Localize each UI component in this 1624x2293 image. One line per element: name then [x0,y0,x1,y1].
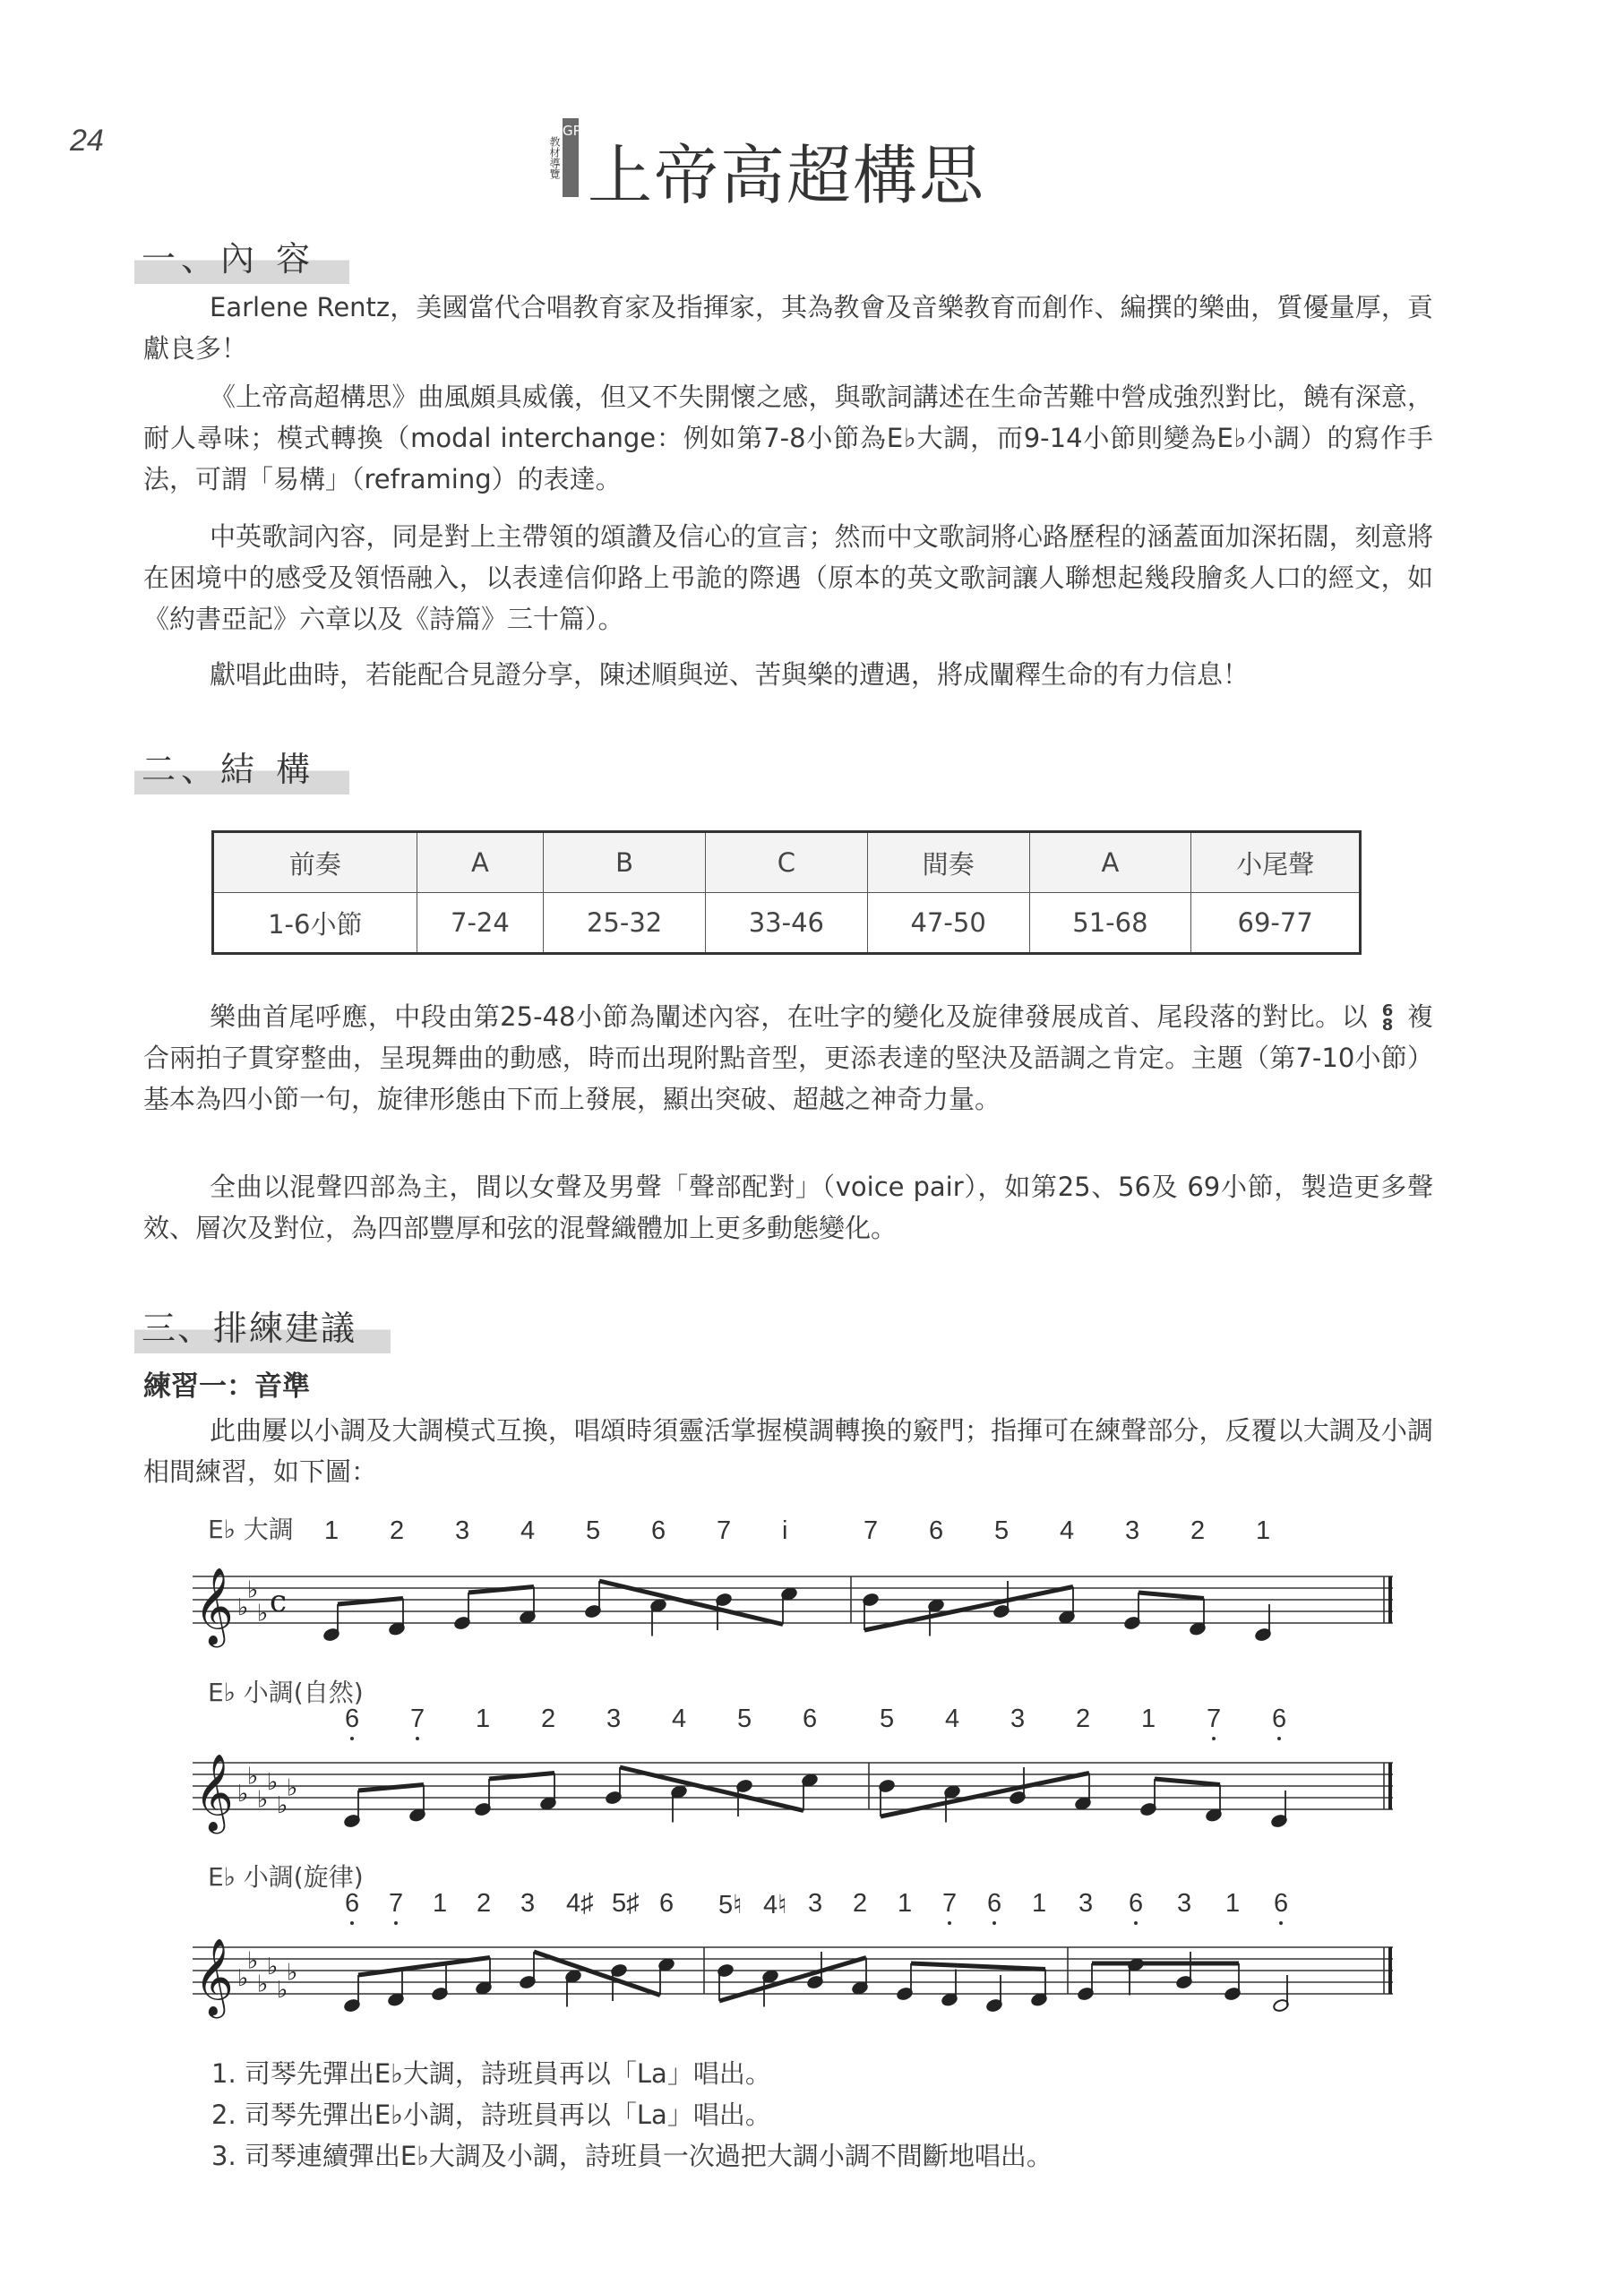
octave-dot [1279,1921,1283,1925]
solfege-number: 3 [455,1516,470,1545]
flat-sign: ♭ [277,1792,288,1819]
badge-gps-text: GPS [563,118,579,197]
solfege-row-melodic-minor [0,1889,1624,1925]
octave-dot [1277,1737,1281,1740]
structure-header-cell: A [1029,832,1191,893]
solfege-number: 5♮ [718,1891,743,1919]
solfege-number: 2 [1190,1516,1206,1545]
flat-sign: ♭ [247,1763,259,1791]
beam [1139,1593,1204,1599]
solfege-number: 2 [853,1889,868,1918]
scale-label-melodic-minor: E♭ 小調(旋律) [208,1862,364,1892]
solfege-number: 6 [345,1889,360,1918]
content-paragraph-4: 獻唱此曲時，若能配合見證分享，陳述順與逆、苦與樂的遭遇，將成闡釋生命的有力信息！ [210,659,1250,690]
solfege-number: 2 [390,1516,405,1545]
solfege-number: 3 [606,1705,622,1733]
octave-dot [394,1921,398,1925]
solfege-number: 1 [1256,1516,1271,1545]
structure-value-cell: 51-68 [1029,893,1191,954]
octave-dot [948,1921,951,1925]
solfege-number: 3 [1078,1889,1094,1918]
structure-value-cell: 1-6小節 [213,893,417,954]
content-paragraph-1: Earlene Rentz，美國當代合唱教育家及指揮家，其為教會及音樂教育而創作、編撰的樂曲，質優量厚，貢獻良多！ [143,292,1433,364]
gps-badge [543,118,590,197]
beam [358,1958,490,1976]
step-item: 1. 司琴先彈出E♭大調，詩班員再以「La」唱出。 [211,2058,771,2089]
solfege-number: 6 [651,1516,666,1545]
solfege-number: 3 [808,1889,823,1918]
rehearsal-paragraph: 此曲屢以小調及大調模式互換，唱頌時須靈活掌握模調轉換的竅門；指揮可在練聲部分，反覆以大調及小調相間練習，如下圖： [143,1415,1433,1487]
octave-dot [992,1921,996,1925]
solfege-number: 4 [672,1705,687,1733]
common-time: c [270,1584,288,1619]
treble-clef: 𝄞 [194,1938,234,2015]
solfege-number: 6 [659,1889,675,1918]
time-signature-bottom: 8 [1381,1016,1394,1035]
structure-header-cell: 前奏 [213,832,417,893]
structure-paragraph-2: 全曲以混聲四部為主，間以女聲及男聲「聲部配對」（voice pair），如第25、56及 69小節，製造更多聲效、層次及對位，為四部豐厚和弦的混聲織體加上更多動態變化。 [143,1172,1433,1243]
solfege-number: 1 [433,1889,448,1918]
solfege-number: 3 [1177,1889,1192,1918]
scale-label-natural-minor: E♭ 小調(自然) [208,1678,364,1707]
octave-dot [350,1737,354,1740]
content-paragraph-3: 中英歌詞內容，同是對上主帶領的頌讚及信心的宣言；然而中文歌詞將心路歷程的涵蓋面加深拓闊，刻意將在困境中的感受及領悟融入，以表達信仰路上弔詭的際遇（原本的英文歌詞讓人聯想起幾段膾炙人口的經文，如《約書亞記》六章以及《詩篇》三十篇）。 [143,521,1433,634]
structure-value-cell: 33-46 [706,893,868,954]
flat-sign: ♭ [257,1971,269,1998]
flat-sign: ♭ [267,1769,279,1796]
flat-sign: ♭ [257,1786,269,1814]
solfege-number: 6 [1274,1889,1289,1918]
solfege-number: 1 [1225,1889,1241,1918]
content-paragraph-2: 《上帝高超構思》曲風頗具威儀，但又不失開懷之感，與歌詞講述在生命苦難中營成強烈對比，饒有深意，耐人尋味；模式轉換（modal interchange：例如第7-8小節為E♭大調，而9-14小節則變為E♭小調）的寫作手法，可謂「易構」（reframing）的表達。 [143,382,1433,494]
structure-paragraph-1 [143,996,1433,1120]
solfege-number: 6 [1272,1705,1287,1733]
solfege-number: 4 [945,1705,960,1733]
flat-sign: ♭ [267,1954,279,1980]
flat-sign: ♭ [237,1965,249,1992]
solfege-number: 2 [541,1705,556,1733]
structure-header-cell: 小尾聲 [1191,832,1361,893]
section-heading-structure: 二、結 構 [134,742,349,794]
beam [911,1963,1045,1970]
solfege-number: 1 [898,1889,913,1918]
structure-header-cell: A [417,832,544,893]
staff-melodic-minor [193,1928,1411,2026]
structure-header-cell: C [706,832,868,893]
solfege-number: 5 [994,1516,1010,1545]
solfege-number: 7 [1207,1705,1222,1733]
solfege-number: 3 [520,1889,536,1918]
solfege-number: 7 [717,1516,732,1545]
treble-clef: 𝄞 [194,1567,234,1645]
treble-clef: 𝄞 [194,1754,234,1831]
flat-sign: ♭ [287,1959,298,1987]
scale-label-major: E♭ 大調 [208,1515,294,1544]
structure-value-cell: 7-24 [417,893,544,954]
octave-dot [350,1921,354,1925]
time-signature [1381,1001,1394,1035]
flat-sign: ♭ [277,1977,288,2004]
flat-sign: ♭ [237,1594,249,1621]
solfege-number: 5 [880,1705,895,1733]
solfege-number: 3 [1010,1705,1026,1733]
solfege-number: 6 [1129,1889,1144,1918]
solfege-number: 7 [942,1889,958,1918]
solfege-number: 2 [1076,1705,1091,1733]
structure-value-cell: 25-32 [544,893,706,954]
solfege-number: 7 [410,1705,425,1733]
structure-paragraph-1-text: 樂曲首尾呼應，中段由第25-48小節為闡述內容，在吐字的變化及旋律發展成首、尾段落的對比。以 [210,1001,1369,1032]
solfege-row-natural-minor [0,1705,1624,1740]
solfege-number: 4♯ [566,1889,594,1918]
solfege-number: 4 [1060,1516,1075,1545]
solfege-number: 2 [477,1889,492,1918]
octave-dot [416,1737,419,1740]
solfege-row-major [0,1516,1624,1552]
page-title: 上帝高超構思 [588,138,986,213]
step-item: 2. 司琴先彈出E♭小調，詩班員再以「La」唱出。 [211,2100,771,2130]
time-signature-top: 6 [1381,1001,1394,1020]
flat-sign: ♭ [257,1600,269,1627]
solfege-number: 6 [803,1705,818,1733]
solfege-number: 6 [345,1705,360,1733]
structure-value-cell: 69-77 [1191,893,1361,954]
solfege-number: 3 [1125,1516,1140,1545]
solfege-number: 6 [987,1889,1002,1918]
solfege-number: 1 [476,1705,491,1733]
structure-value-cell: 47-50 [867,893,1029,954]
solfege-number: 1 [324,1516,339,1545]
solfege-number: 4 [520,1516,536,1545]
solfege-number: i [782,1516,788,1545]
structure-header-cell: 間奏 [867,832,1029,893]
octave-dot [1134,1921,1138,1925]
staff-natural-minor [193,1743,1411,1842]
exercise-title: 練習一：音準 [143,1370,310,1403]
solfege-number: 4♮ [763,1891,787,1919]
solfege-number: 1 [1032,1889,1047,1918]
solfege-number: 6 [929,1516,944,1545]
solfege-number: 1 [1141,1705,1156,1733]
page-number: 24 [70,124,104,158]
section-heading-rehearsal: 三、排練建議 [134,1301,391,1353]
flat-sign: ♭ [247,1947,259,1975]
solfege-number: 7 [864,1516,879,1545]
flat-sign: ♭ [237,1781,249,1808]
solfege-number: 5♯ [612,1889,640,1918]
step-item: 3. 司琴連續彈出E♭大調及小調，詩班員一次過把大調小調不間斷地唱出。 [211,2141,1053,2171]
structure-table [211,830,1362,955]
beam [1155,1779,1220,1785]
octave-dot [1212,1737,1216,1740]
solfege-number: 7 [389,1889,404,1918]
staff-major [193,1557,1411,1655]
flat-sign: ♭ [287,1774,298,1802]
flat-sign: ♭ [247,1576,259,1604]
structure-paragraph-1-text-cont: 複合兩拍子貫穿整曲，呈現舞曲的動感，時而出現附點音型，更添表達的堅決及語調之肯定。主題（第7-10小節）基本為四小節一句，旋律形態由下而上發展，顯出突破、超越之神奇力量。 [143,1001,1434,1114]
solfege-number: 5 [737,1705,752,1733]
badge-small-text: 教材導覽 [543,118,561,197]
section-heading-content: 一、內 容 [134,231,349,284]
solfege-number: 5 [586,1516,601,1545]
structure-header-cell: B [544,832,706,893]
